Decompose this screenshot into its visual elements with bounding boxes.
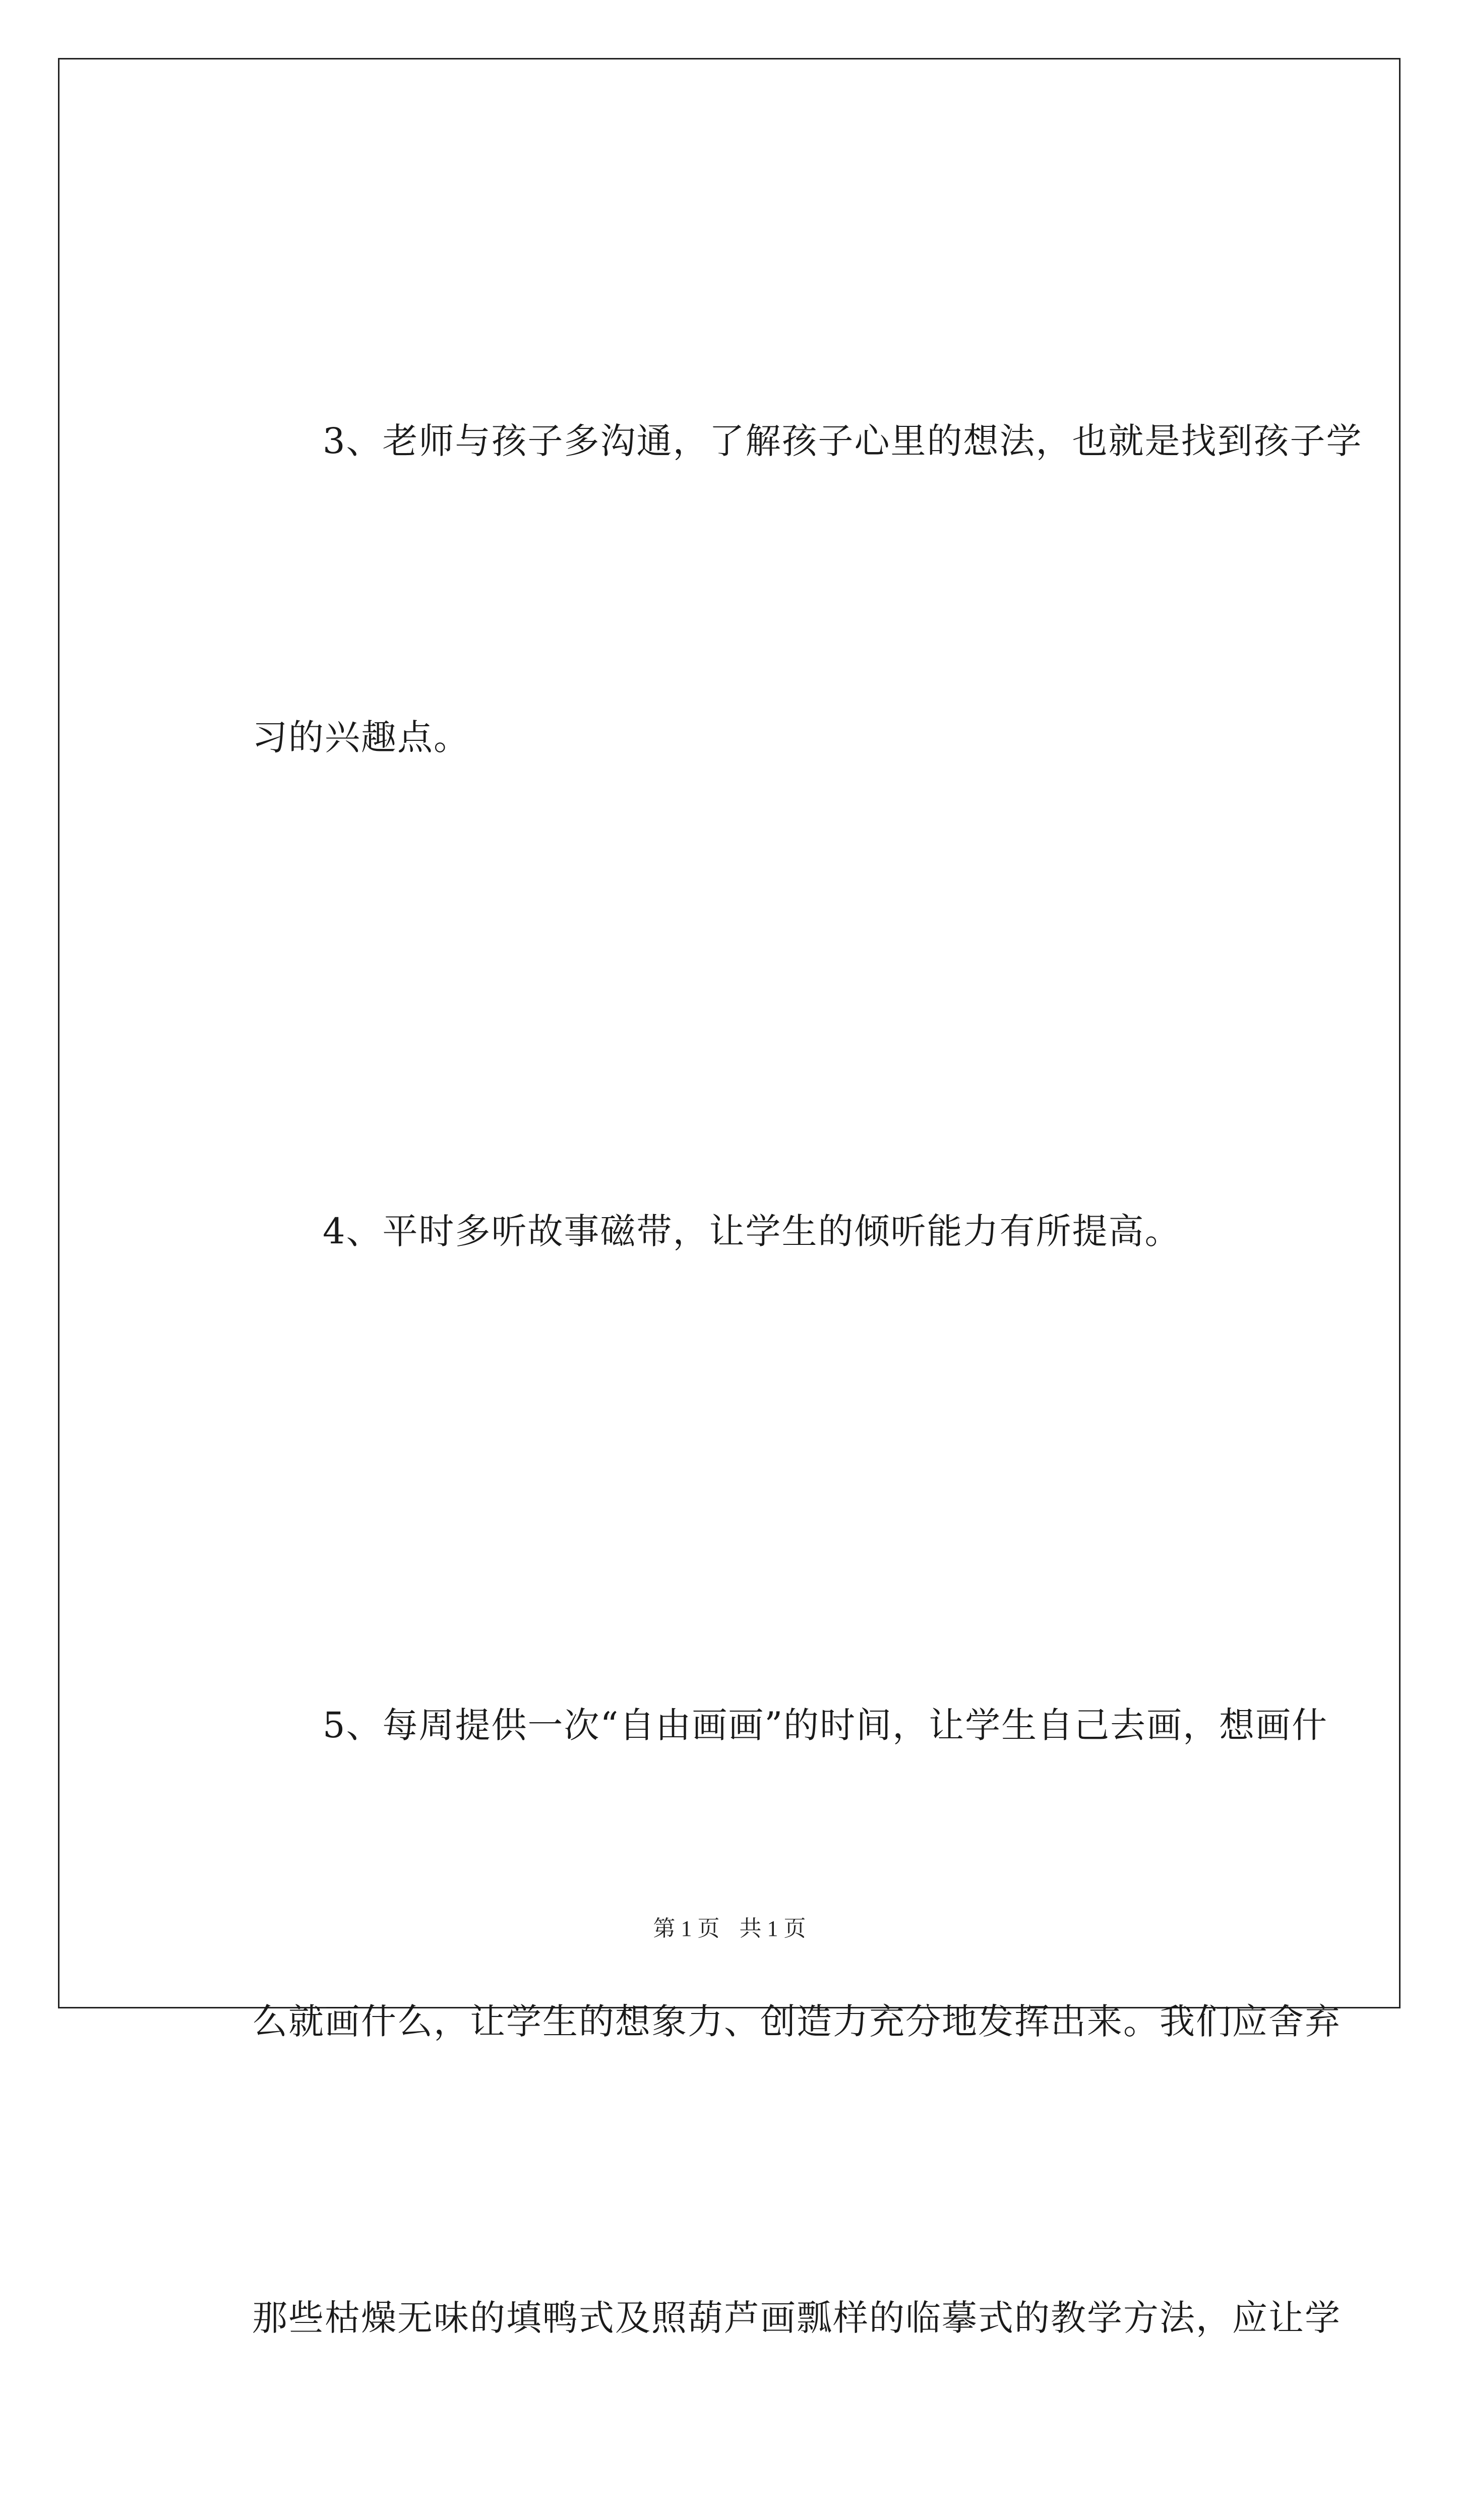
text-line: 么就画什么，让学生的想象力、创造力充分地发挥出来。我们应舍弃: [252, 2001, 1341, 2042]
paragraph-5: [181, 1478, 1341, 2520]
paragraph-4: [181, 984, 1288, 1478]
text-line: 习的兴趣点。: [252, 717, 470, 758]
text-line: 3、老师与孩子多沟通，了解孩子心里的想法，也就是找到孩子学: [323, 420, 1363, 462]
page-number: 第 1 页: [653, 1916, 720, 1941]
paragraph-3: [181, 194, 1363, 984]
page-footer: [0, 1910, 1459, 1942]
document-body: [181, 194, 1363, 2520]
text-line: 那些枯燥无味的填鸭式及照葫芦画瓢样的临摹式的教学方法，应让学: [252, 2297, 1341, 2339]
text-line: 4、平时多听故事磁带，让学生的倾听能力有所提高。: [323, 1211, 1181, 1252]
text-line: 5、每周提供一次“自由画画”的时间，让学生自己去画，想画什: [323, 1705, 1328, 1746]
page-total: 共 1 页: [739, 1916, 806, 1941]
